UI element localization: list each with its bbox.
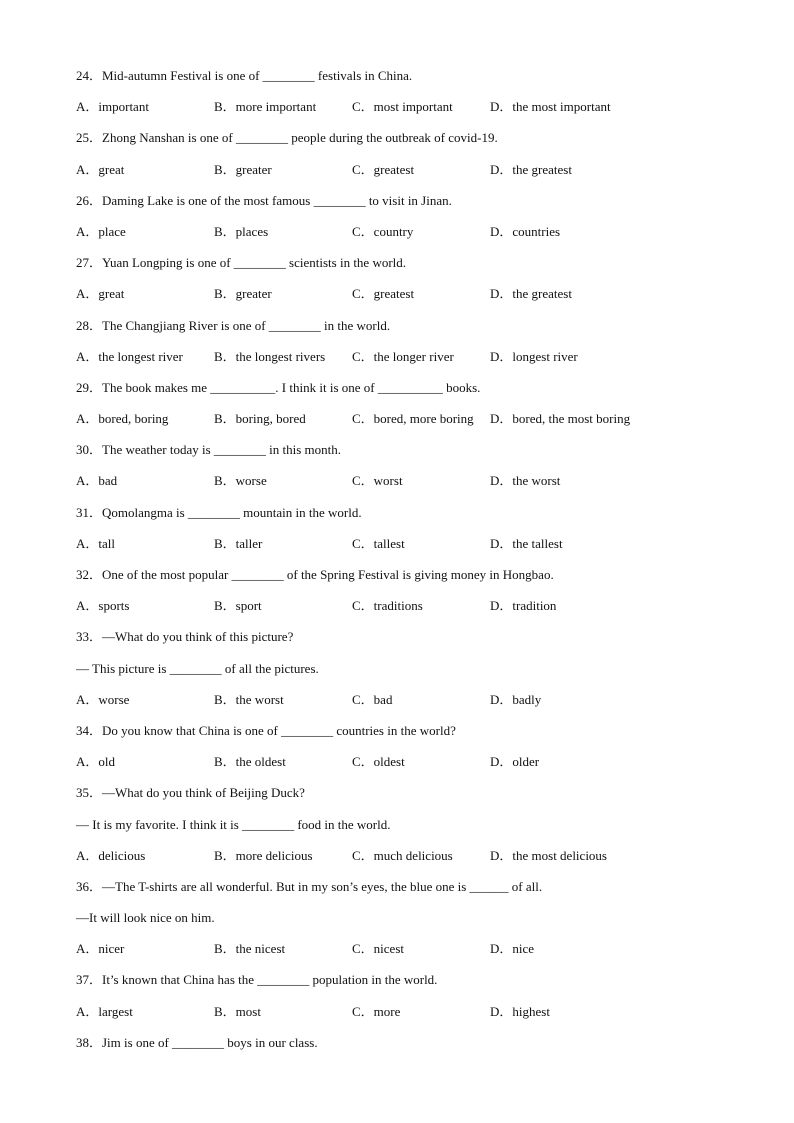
answer-option-a[interactable]: A．place	[76, 223, 126, 239]
answer-option-b[interactable]: B．worse	[214, 473, 267, 489]
answer-option-a[interactable]: A．the longest river	[76, 348, 183, 364]
answer-option-b[interactable]: B．taller	[214, 535, 263, 551]
answer-options	[76, 939, 756, 970]
question-line	[76, 503, 756, 534]
answer-option-b[interactable]: B．most	[214, 1003, 261, 1019]
answer-option-a[interactable]: A．bad	[76, 473, 118, 489]
answer-option-d[interactable]: D．the tallest	[490, 535, 563, 551]
answer-option-a[interactable]: A．tall	[76, 535, 115, 551]
answer-option-c[interactable]: C．bored, more boring	[352, 411, 474, 427]
answer-option-c[interactable]: C．greatest	[352, 286, 415, 302]
question-line	[76, 783, 756, 814]
answer-options	[76, 690, 756, 721]
answer-option-c[interactable]: C．more	[352, 1003, 401, 1019]
answer-option-a[interactable]: A．nicer	[76, 941, 125, 957]
question-text: 24．Mid-autumn Festival is one of ________ festivals in China.	[76, 68, 413, 83]
answer-option-d[interactable]: D．the most delicious	[490, 847, 607, 863]
question-line	[76, 565, 756, 596]
answer-options	[76, 97, 756, 128]
answer-option-c[interactable]: C．nicest	[352, 941, 404, 957]
answer-option-a[interactable]: A．worse	[76, 691, 130, 707]
question-text: 38．Jim is one of ________ boys in our class.	[76, 1034, 318, 1050]
answer-option-d[interactable]: D．the worst	[490, 473, 561, 489]
answer-options	[76, 596, 756, 627]
question-line	[76, 253, 756, 284]
question-text: 25．Zhong Nanshan is one of ________ people during the outbreak of covid-19.	[76, 130, 498, 146]
answer-option-c[interactable]: C．traditions	[352, 598, 423, 614]
answer-option-d[interactable]: D．nice	[490, 941, 535, 957]
answer-option-b[interactable]: B．sport	[214, 598, 262, 614]
question-text: —It will look nice on him.	[76, 910, 215, 926]
question-text: 35．—What do you think of Beijing Duck?	[76, 785, 305, 801]
answer-option-b[interactable]: B．the oldest	[214, 754, 286, 770]
answer-options	[76, 846, 756, 877]
answer-option-d[interactable]: D．countries	[490, 223, 561, 239]
answer-option-a[interactable]: A．great	[76, 161, 125, 177]
question-line	[76, 970, 756, 1001]
question-line	[76, 378, 756, 409]
question-line	[76, 1033, 756, 1064]
answer-option-b[interactable]: B．more important	[214, 99, 317, 115]
answer-option-a[interactable]: A．delicious	[76, 847, 146, 863]
answer-option-a[interactable]: A．great	[76, 286, 125, 302]
answer-option-c[interactable]: C．worst	[352, 473, 403, 489]
answer-option-d[interactable]: D．highest	[490, 1003, 550, 1019]
question-line	[76, 815, 756, 846]
question-text: — This picture is ________ of all the pictures.	[76, 660, 319, 676]
answer-options	[76, 534, 756, 565]
question-text: 34．Do you know that China is one of ________ countries in the world?	[76, 722, 456, 738]
answer-options	[76, 160, 756, 191]
answer-option-b[interactable]: B．places	[214, 223, 269, 239]
question-line	[76, 440, 756, 471]
question-line	[76, 66, 756, 97]
answer-options	[76, 1002, 756, 1033]
answer-option-a[interactable]: A．sports	[76, 598, 130, 614]
answer-options	[76, 409, 756, 440]
question-line	[76, 316, 756, 347]
question-text: 26．Daming Lake is one of the most famous ________ to visit in Jinan.	[76, 192, 452, 208]
answer-option-c[interactable]: C．most important	[352, 99, 453, 115]
question-text: 33．—What do you think of this picture?	[76, 629, 294, 645]
question-line	[76, 908, 756, 939]
worksheet-page	[76, 66, 756, 1064]
question-line	[76, 128, 756, 159]
answer-option-a[interactable]: A．largest	[76, 1003, 133, 1019]
question-text: 36．—The T-shirts are all wonderful. But in my son’s eyes, the blue one is ______ of all.	[76, 878, 543, 894]
answer-option-a[interactable]: A．important	[76, 99, 149, 115]
answer-option-c[interactable]: C．much delicious	[352, 847, 453, 863]
question-text: 32．One of the most popular ________ of the Spring Festival is giving money in Hongbao.	[76, 567, 554, 582]
answer-option-b[interactable]: B．greater	[214, 286, 272, 302]
question-text: 27．Yuan Longping is one of ________ scientists in the world.	[76, 255, 407, 271]
question-line	[76, 877, 756, 908]
answer-option-b[interactable]: B．more delicious	[214, 847, 313, 863]
question-text: 29．The book makes me __________. I think it is one of __________ books.	[76, 379, 481, 395]
answer-option-c[interactable]: C．country	[352, 223, 414, 239]
answer-option-b[interactable]: B．boring, bored	[214, 411, 306, 427]
answer-option-d[interactable]: D．older	[490, 754, 540, 770]
question-text: 28．The Changjiang River is one of ________ in the world.	[76, 317, 391, 333]
answer-option-c[interactable]: C．the longer river	[352, 348, 454, 364]
answer-option-b[interactable]: B．the nicest	[214, 941, 286, 957]
answer-option-d[interactable]: D．the most important	[490, 99, 611, 115]
answer-option-a[interactable]: A．bored, boring	[76, 411, 169, 427]
answer-option-d[interactable]: D．longest river	[490, 348, 578, 364]
answer-option-d[interactable]: D．the greatest	[490, 161, 572, 177]
answer-options	[76, 284, 756, 315]
question-text: 37．It’s known that China has the ________ population in the world.	[76, 972, 438, 988]
answer-option-c[interactable]: C．greatest	[352, 161, 415, 177]
answer-option-b[interactable]: B．greater	[214, 161, 272, 177]
question-text: — It is my favorite. I think it is ________ food in the world.	[76, 816, 391, 832]
answer-options	[76, 471, 756, 502]
question-line	[76, 191, 756, 222]
answer-options	[76, 752, 756, 783]
answer-option-d[interactable]: D．bored, the most boring	[490, 411, 631, 427]
answer-option-c[interactable]: C．oldest	[352, 754, 405, 770]
question-line	[76, 659, 756, 690]
question-line	[76, 627, 756, 658]
answer-option-b[interactable]: B．the worst	[214, 691, 284, 707]
question-line	[76, 721, 756, 752]
answer-option-d[interactable]: D．the greatest	[490, 286, 572, 302]
answer-options	[76, 222, 756, 253]
answer-option-c[interactable]: C．tallest	[352, 535, 405, 551]
answer-option-d[interactable]: D．tradition	[490, 598, 557, 614]
answer-option-a[interactable]: A．old	[76, 754, 116, 770]
question-text: 30．The weather today is ________ in this month.	[76, 442, 342, 458]
question-text: 31．Qomolangma is ________ mountain in the world.	[76, 504, 362, 520]
answer-option-d[interactable]: D．badly	[490, 691, 542, 707]
answer-option-c[interactable]: C．bad	[352, 691, 393, 707]
answer-option-b[interactable]: B．the longest rivers	[214, 348, 326, 364]
answer-options	[76, 347, 756, 378]
